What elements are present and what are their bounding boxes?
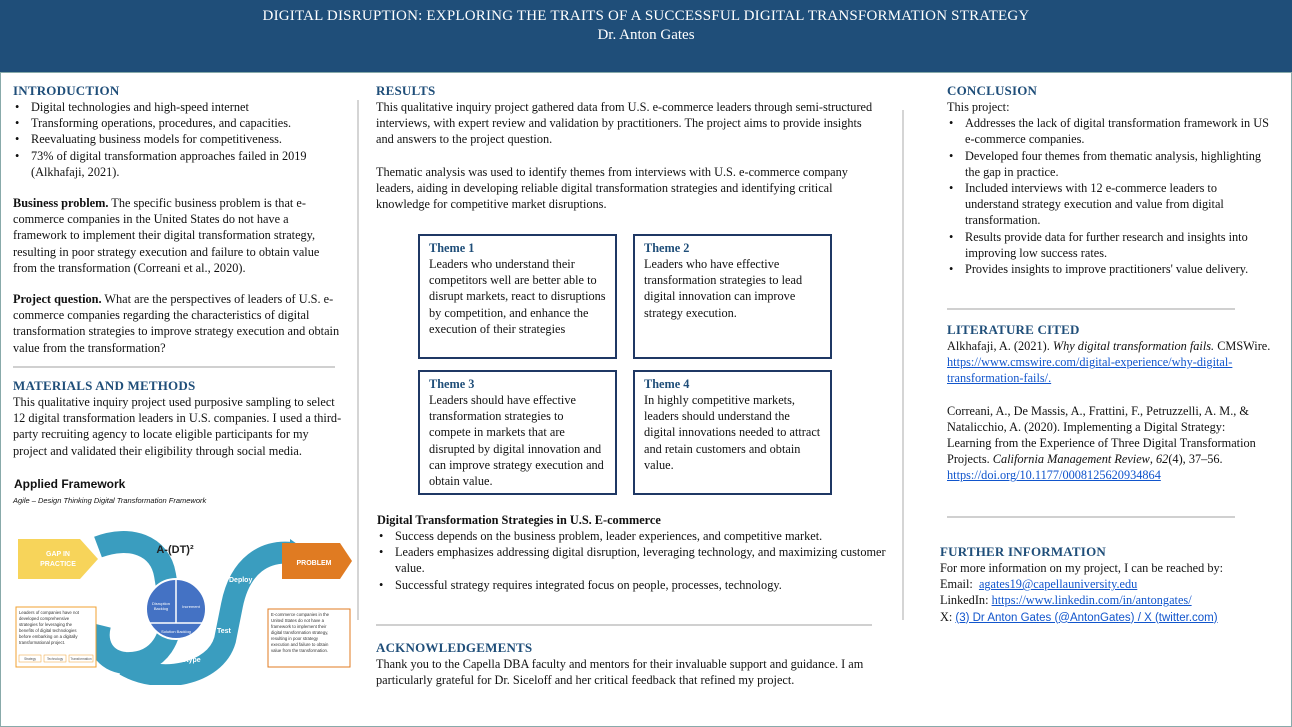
reference-2-volume: 62 <box>1156 452 1169 467</box>
gap-arrow <box>18 539 98 579</box>
list-item: • Success depends on the business problem, leader experiences, and competitive market. <box>377 528 887 544</box>
stage-ideate: Ideate <box>130 637 151 644</box>
stage-test: Test <box>217 628 231 635</box>
reference-1-authors: Alkhafaji, A. (2021). <box>947 339 1053 353</box>
reference-1-title: Why digital transformation fails. <box>1052 339 1215 353</box>
reference-1-publisher: CMSWire. <box>1214 339 1271 353</box>
divider <box>376 624 872 626</box>
list-item: • Successful strategy requires integrated focus on people, processes, technology. <box>377 577 887 593</box>
literature-section <box>947 322 1272 484</box>
divider <box>947 308 1235 310</box>
theme-text: Leaders should have effective transformation strategies to compete in markets that are disrupted by digital innovation and can improve strategy execution and obtain value. <box>429 393 604 489</box>
business-problem <box>13 195 343 276</box>
gap-label-2: PRACTICE <box>40 561 76 568</box>
framework-figure <box>10 525 355 685</box>
divider <box>902 110 904 620</box>
stage-prototype: Prototype <box>168 657 201 664</box>
theme-card-1 <box>418 234 617 359</box>
business-problem-text: The specific business problem is that e-commerce companies in the United States do not have a framework to implement their digital transformation strategy, resulting in poor strategy execution and failure to obtain value from the transformation (Correani et al., 2020). <box>13 196 320 275</box>
results-section <box>376 83 881 212</box>
introduction-title: INTRODUCTION <box>13 83 120 98</box>
stage-define: Define <box>118 575 140 582</box>
list-item: • Reevaluating business models for competitiveness. <box>13 131 343 147</box>
linkedin-row <box>940 592 1280 608</box>
gap-label: GAP IN <box>46 551 70 558</box>
dts-section <box>377 512 887 593</box>
list-item: • Leaders emphasizes addressing digital disruption, leveraging technology, and maximizing customer value. <box>377 544 887 576</box>
acknowledgements-text: Thank you to the Capella DBA faculty and mentors for their invaluable support and guidance. I am particularly grateful for Dr. Siceloff and her critical feedback that refined my project. <box>376 657 864 688</box>
methods-title: MATERIALS AND METHODS <box>13 378 196 393</box>
reference-1-link[interactable]: https://www.cmswire.com/digital-experience/why-digital-transformation-fails/. <box>947 355 1233 386</box>
dts-bullets <box>377 528 887 593</box>
x-label: X: <box>940 609 956 624</box>
acknowledgements-section <box>376 640 866 688</box>
results-paragraph-2: Thematic analysis was used to identify themes from interviews with U.S. e-commerce company leaders, aiding in developing reliable digital transformation strategies and identifying critical knowledge for competitive market disruptions. <box>376 164 848 212</box>
reference-2-authors: Correani, A., De Massis, A., Frattini, F., Petruzzelli, A. M., & Natalicchio, A. (2020). Implementing a Digital Strategy: Learning from the Experience of Three Digital Transformation Projects. <box>947 403 1256 467</box>
right-note-text: E-commerce companies in the United States do not have a framework to implement their digital transformation strategy, resulting in poor strategy execution and failure to obtain value from the transformation. <box>271 612 330 653</box>
results-paragraph-1: This qualitative inquiry project gathered data from U.S. e-commerce leaders through semi-structured interviews, with expert review and validation by practitioners. The project aims to provide insights and answers to the project question. <box>376 100 873 147</box>
list-item: • 73% of digital transformation approaches failed in 2019 (Alkhafaji, 2021). <box>13 148 343 180</box>
further-information-section <box>940 544 1280 626</box>
further-information-title: FURTHER INFORMATION <box>940 544 1106 559</box>
list-item: • Transforming operations, procedures, and capacities. <box>13 115 343 131</box>
divider <box>357 100 359 620</box>
theme-text: Leaders who understand their competitors well are better able to disrupt markets, react to disruptions by competition, and enhance the execution of their strategies <box>429 257 606 336</box>
figure-heading: A-(DT)² <box>156 544 194 556</box>
x-row <box>940 609 1280 626</box>
theme-title: Theme 2 <box>644 241 690 255</box>
introduction-bullets <box>13 99 343 180</box>
conclusion-intro: This project: <box>947 100 1010 114</box>
center-label-disruption: Disruption <box>151 601 171 606</box>
project-question-text: What are the perspectives of leaders of U.S. e-commerce companies regarding the characteristics of digital transformation strategies to improve strategy execution and obtain value from the transformation? <box>13 292 340 355</box>
theme-card-3 <box>418 370 617 495</box>
divider <box>947 516 1235 518</box>
list-item: • Results provide data for further research and insights into improving low success rates. <box>947 229 1272 261</box>
list-item: • Provides insights to improve practitioners' value delivery. <box>947 261 1272 277</box>
theme-card-4 <box>633 370 832 495</box>
divider <box>13 366 335 368</box>
business-problem-label: Business problem. <box>13 196 109 211</box>
svg-text:Backlog: Backlog <box>153 606 169 611</box>
project-question-label: Project question. <box>13 292 102 307</box>
framework-title: Applied Framework <box>14 476 126 491</box>
linkedin-link[interactable]: https://www.linkedin.com/in/antongates/ <box>991 593 1192 608</box>
stage-deploy: Deploy <box>229 577 253 584</box>
reference-2-journal: California Management Review <box>992 452 1150 467</box>
framework-diagram <box>10 525 355 685</box>
reference-2-pages: (4), 37–56. <box>1168 452 1223 467</box>
theme-text: In highly competitive markets, leaders should understand the digital innovations needed to attract and retain customers and obtain value. <box>644 393 821 472</box>
conclusion-section <box>947 83 1272 277</box>
x-link[interactable]: (3) Dr Anton Gates (@AntonGates) / X (twitter.com) <box>955 611 1218 624</box>
poster-header <box>0 0 1292 72</box>
problem-label: PROBLEM <box>296 560 332 567</box>
poster-author: Dr. Anton Gates <box>597 27 695 43</box>
center-label-solution: Solution Backlog <box>161 629 191 634</box>
tag-transformation: Transformation <box>70 657 92 661</box>
list-item: • Included interviews with 12 e-commerce leaders to understand strategy execution and value from digital transformation. <box>947 180 1272 229</box>
results-title: RESULTS <box>376 83 436 98</box>
conclusion-title: CONCLUSION <box>947 83 1038 98</box>
framework-caption: Agile – Design Thinking Digital Transformation Framework <box>13 495 207 505</box>
theme-title: Theme 4 <box>644 377 690 391</box>
methods-text: This qualitative inquiry project used purposive sampling to select 12 digital transformation leaders in U.S. companies. I used a third-party recruiting agency to locate eligible participants for my project and validated their eligibility through social media. <box>13 395 342 458</box>
further-information-text: For more information on my project, I can be reached by: <box>940 561 1224 575</box>
tag-technology: Technology <box>46 657 64 661</box>
left-note-text: Leaders of companies have not developed comprehensive strategies for leveraging the benefits of digital technologies before embarking on a digitally transformational project. <box>19 610 79 645</box>
literature-title: LITERATURE CITED <box>947 322 1080 337</box>
conclusion-bullets <box>947 115 1272 277</box>
dts-title: Digital Transformation Strategies in U.S. E-commerce <box>377 513 661 527</box>
theme-text: Leaders who have effective transformation strategies to lead digital innovation can improve strategy execution. <box>644 257 803 320</box>
theme-title: Theme 3 <box>429 377 475 391</box>
acknowledgements-title: ACKNOWLEDGEMENTS <box>376 640 533 655</box>
reference-2: Correani, A., De Massis, A., Frattini, F., Petruzzelli, A. M., & Natalicchio, A. (2020). Implementing a Digital Strategy: Learning from the Experience of Three Digital Transformation Projects. California Management Review, 62(4), 37–56. https://doi.org/10.1177/0008125620934864 <box>947 403 1256 483</box>
email-row <box>940 576 1280 592</box>
project-question <box>13 291 343 356</box>
theme-card-2 <box>633 234 832 359</box>
list-item: • Developed four themes from thematic analysis, highlighting the gap in practice. <box>947 148 1272 180</box>
center-label-increment: Increment <box>182 604 200 609</box>
email-link[interactable]: agates19@capellauniversity.edu <box>978 577 1138 592</box>
methods-section <box>13 378 343 505</box>
tag-strategy: Strategy <box>24 657 36 661</box>
introduction-section <box>13 83 343 356</box>
list-item: • Addresses the lack of digital transformation framework in US e-commerce companies. <box>947 115 1272 147</box>
linkedin-label: LinkedIn: <box>940 593 992 608</box>
theme-title: Theme 1 <box>429 241 475 255</box>
reference-2-link[interactable]: https://doi.org/10.1177/0008125620934864 <box>947 468 1161 483</box>
list-item: • Digital technologies and high-speed internet <box>13 99 343 115</box>
email-label: Email: <box>940 577 979 592</box>
reference-1 <box>947 338 1272 387</box>
poster-title: DIGITAL DISRUPTION: EXPLORING THE TRAITS OF A SUCCESSFUL DIGITAL TRANSFORMATION STRATEGY <box>262 8 1030 24</box>
